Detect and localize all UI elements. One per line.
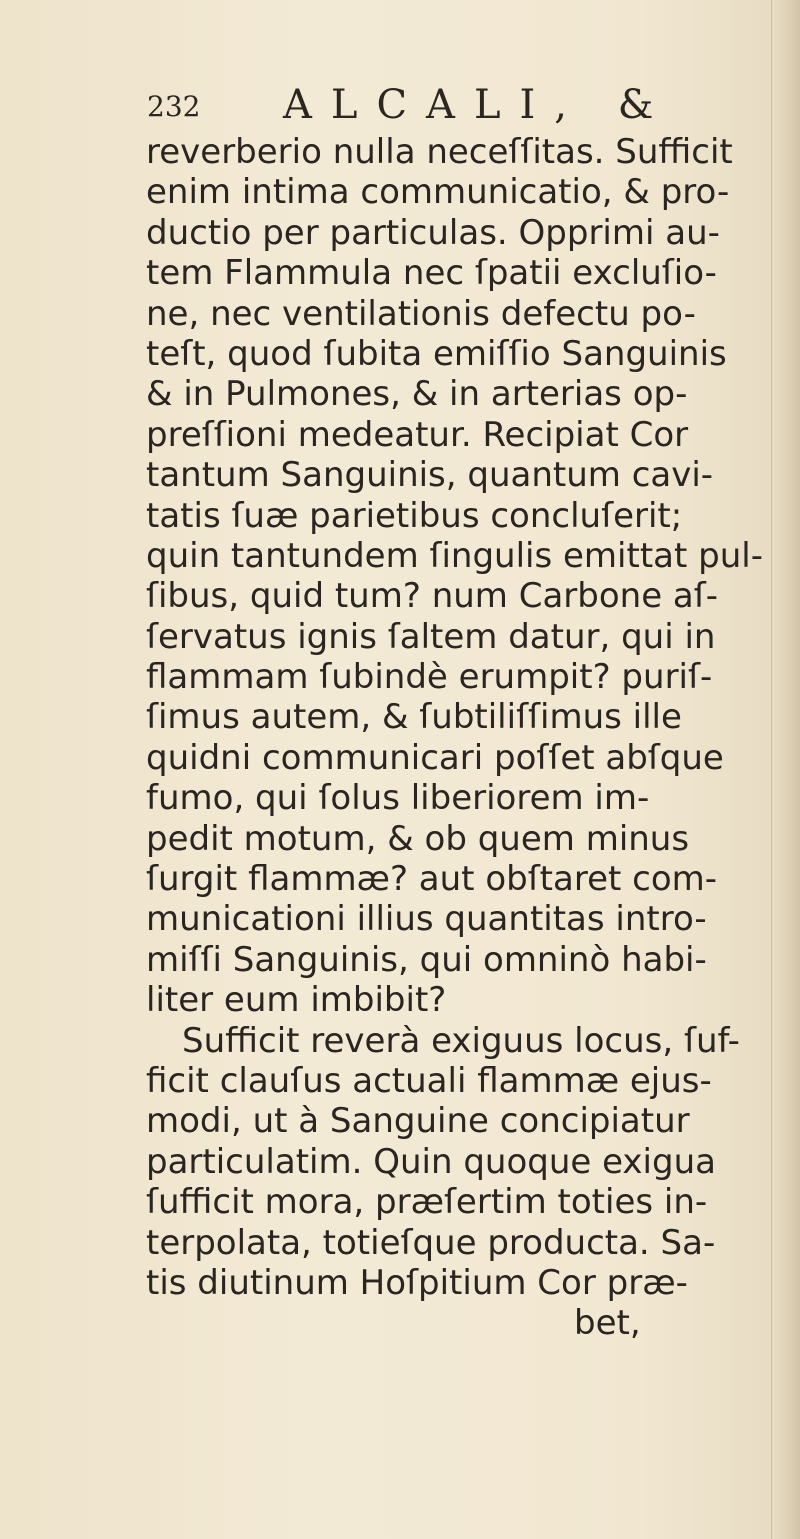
page-number: 232	[147, 90, 201, 123]
text-line: tis diutinum Hoſpitium Cor præ-	[146, 1262, 688, 1303]
text-line: ductio per particulas. Opprimi au-	[146, 212, 720, 253]
text-line: flammam ſubindè erumpit? puriſ-	[146, 657, 713, 698]
text-line: modi, ut à Sanguine concipiatur	[146, 1101, 690, 1142]
text-line: liter eum imbibit?	[146, 980, 447, 1021]
text-line: pedit motum, & ob quem minus	[146, 818, 690, 859]
text-line: tatis ſuæ parietibus concluſerit;	[146, 495, 683, 536]
text-line: enim intima communicatio, & pro-	[146, 172, 730, 213]
catchword-line: bet,	[574, 1303, 641, 1344]
page-header	[147, 82, 687, 132]
text-line: ſibus, quid tum? num Carbone aſ-	[146, 576, 719, 617]
text-line: ſervatus ignis ſaltem datur, qui in	[146, 616, 716, 657]
text-line: quin tantundem ſingulis emittat pul-	[146, 535, 763, 576]
text-line: & in Pulmones, & in arterias op-	[146, 374, 688, 415]
text-line: ſimus autem, & ſubtiliſſimus ille	[146, 697, 682, 738]
paragraph-start-line: Sufficit reverà exiguus locus, ſuf-	[182, 1020, 740, 1061]
text-line: teſt, quod ſubita emiſſio Sanguinis	[146, 333, 727, 374]
text-line: tem Flammula nec ſpatii excluſio-	[146, 253, 717, 294]
text-line: reverberio nulla neceſſitas. Sufficit	[146, 132, 733, 172]
text-line: ficit clauſus actuali flammæ ejus-	[146, 1060, 712, 1101]
text-line: municationi illius quantitas intro-	[146, 899, 707, 940]
text-line: ſufficit mora, præſertim toties in-	[146, 1182, 708, 1223]
text-line: quidni communicari poſſet abſque	[146, 737, 724, 778]
text-line: tantum Sanguinis, quantum cavi-	[146, 455, 714, 496]
text-line: fumo, qui ſolus liberiorem im-	[146, 778, 650, 819]
running-head: ALCALI, &	[283, 82, 673, 128]
text-line: preſſioni medeatur. Recipiat Cor	[146, 414, 689, 455]
text-line: miſſi Sanguinis, qui omninò habi-	[146, 939, 707, 980]
text-line: particulatim. Quin quoque exigua	[146, 1141, 716, 1182]
text-line: terpolata, totieſque producta. Sa-	[146, 1222, 716, 1263]
text-line: ſurgit flammæ? aut obſtaret com-	[146, 859, 718, 900]
body-text	[146, 132, 786, 1344]
text-line: ne, nec ventilationis defectu po-	[146, 293, 696, 334]
